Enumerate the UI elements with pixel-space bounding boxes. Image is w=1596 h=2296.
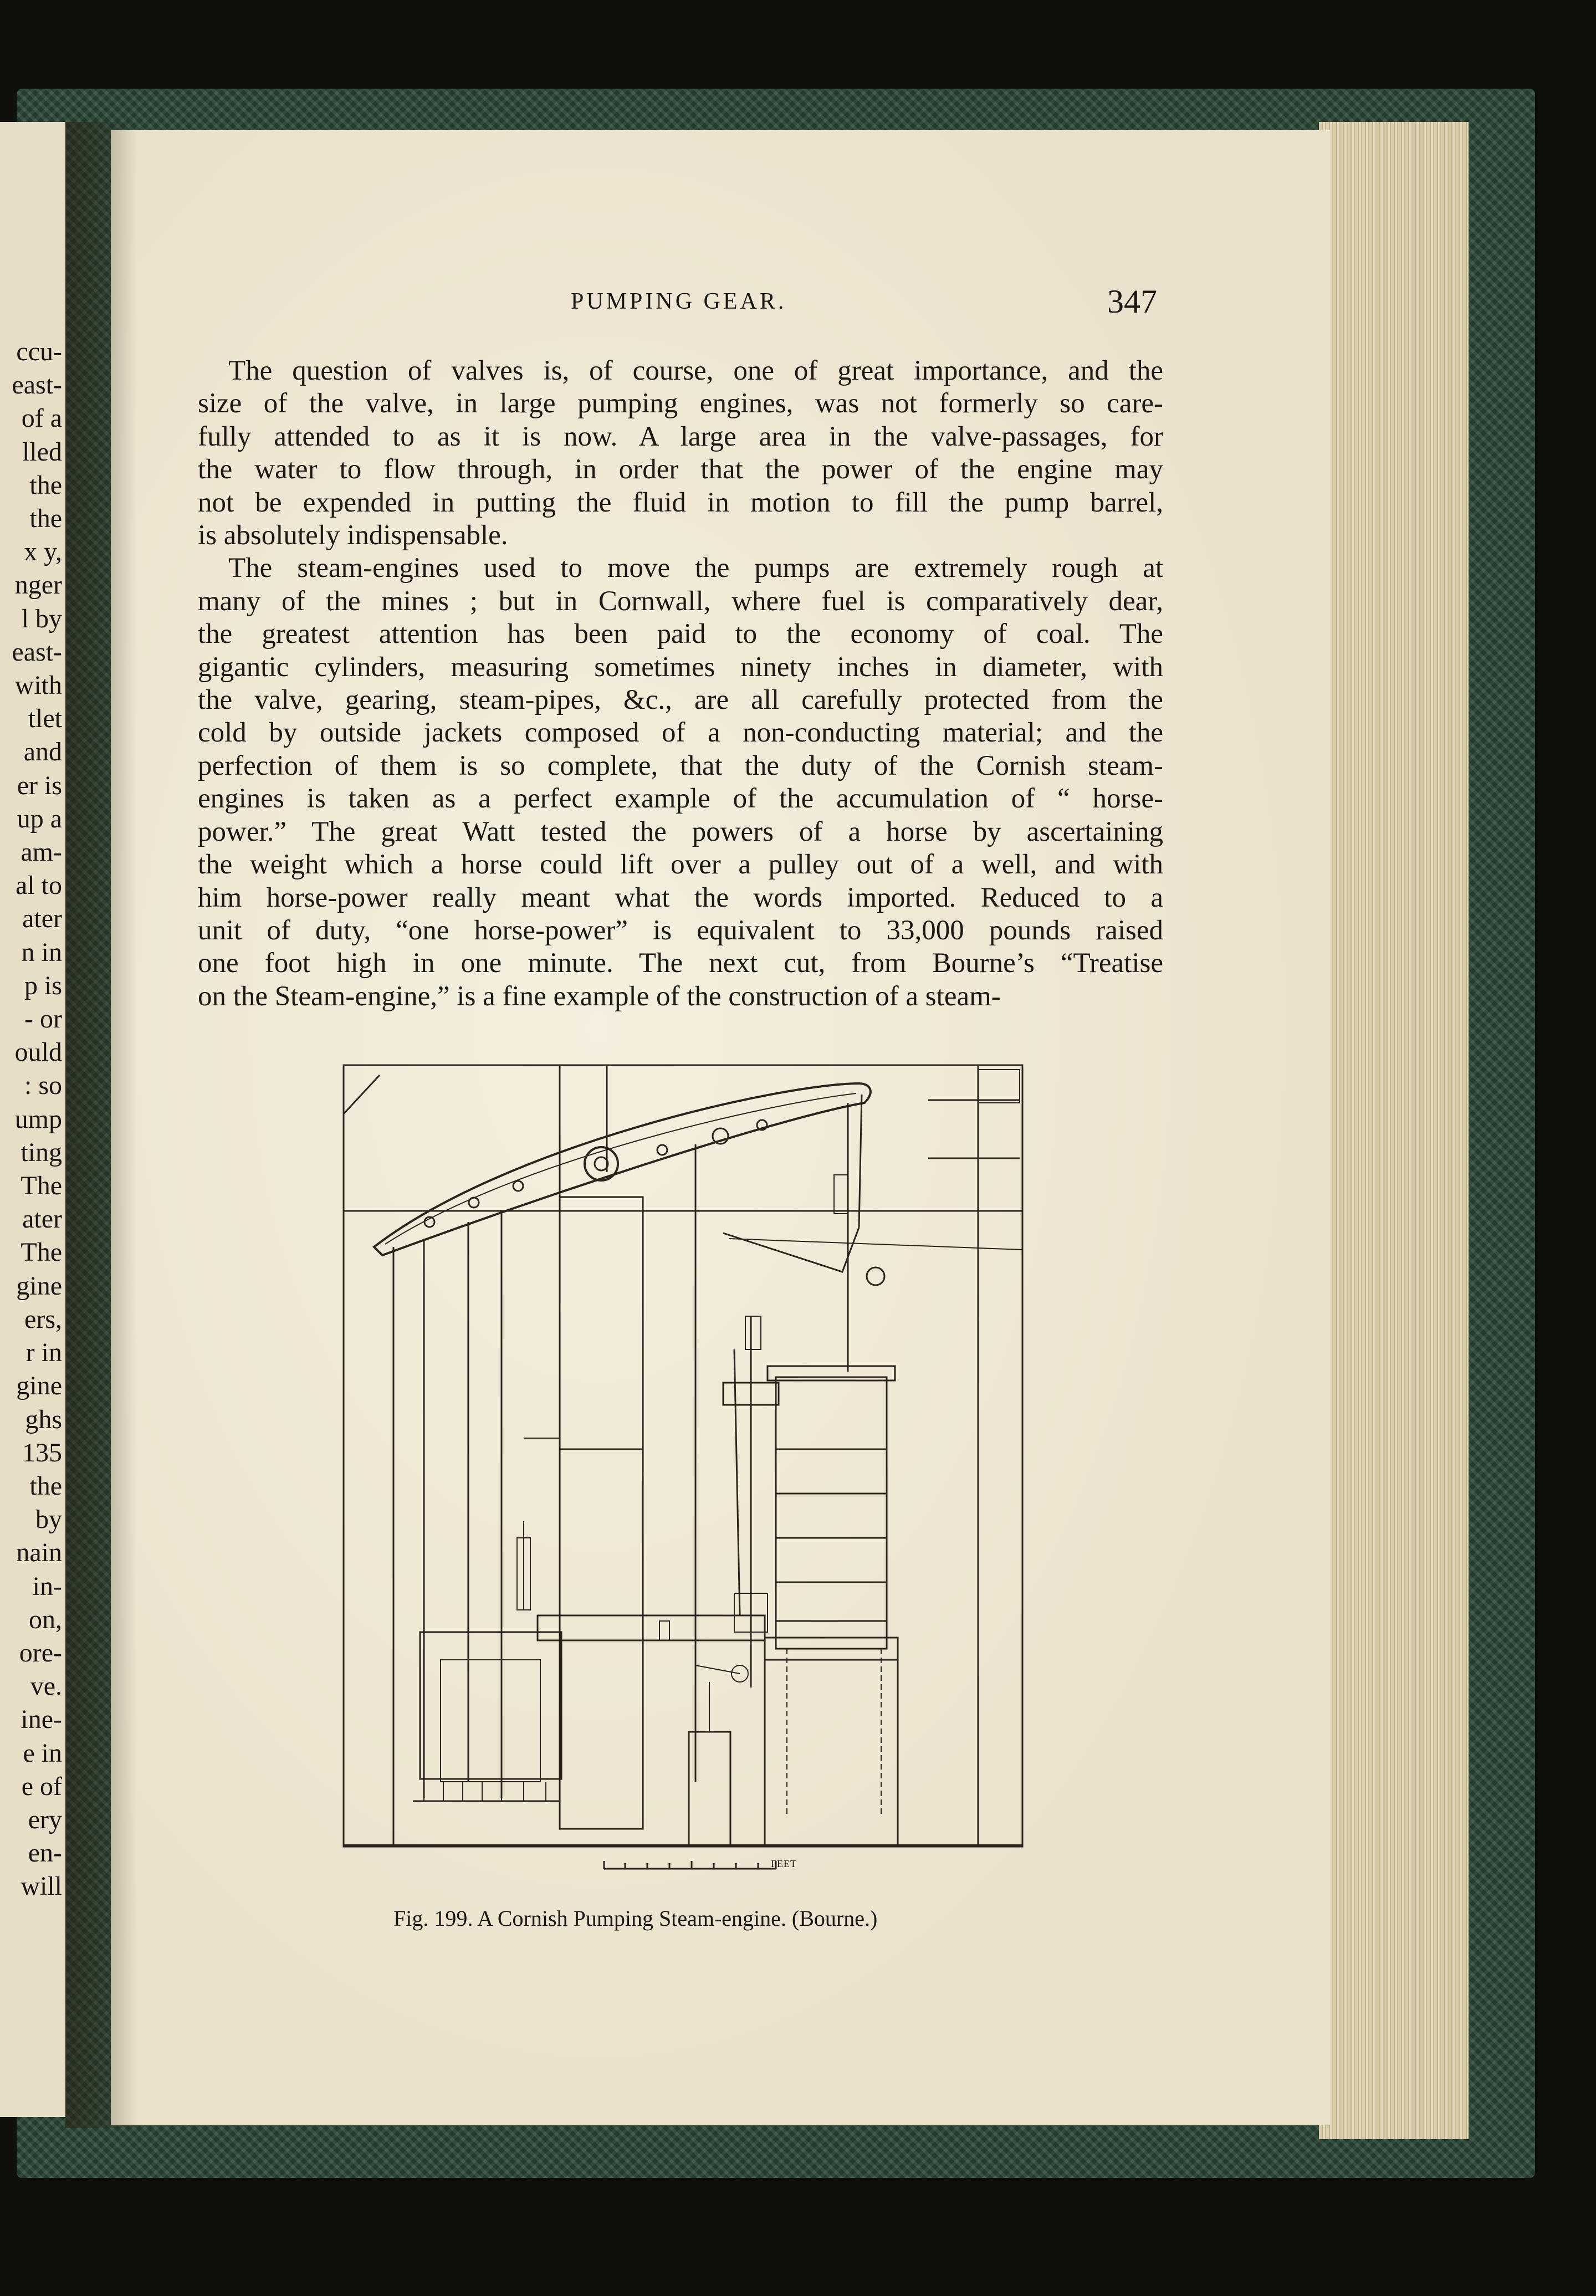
scale-bar <box>603 1857 780 1873</box>
left-page-line: ccu- <box>16 337 62 366</box>
body-text <box>198 355 1163 1013</box>
left-page-line: l by <box>21 604 62 633</box>
left-page-line: ghs <box>25 1404 62 1434</box>
left-page-line: in- <box>32 1571 62 1601</box>
pump-column <box>560 1197 643 1829</box>
horizontal-pipe <box>538 1615 765 1640</box>
left-page-line: er is <box>17 770 62 800</box>
text-line: gigantic cylinders, measuring sometimes ninety inches in diameter, with <box>198 651 1163 683</box>
text-line: is absolutely indispensable. <box>198 520 508 551</box>
text-line: the weight which a horse could lift over a pulley out of a well, and with <box>198 849 1163 881</box>
left-page-line: nain <box>16 1538 62 1568</box>
left-page-line: by <box>35 1505 62 1535</box>
left-page-line: e of <box>21 1771 62 1801</box>
left-page-line: ve. <box>30 1671 62 1701</box>
text-line: the water to flow through, in order that the power of the engine may <box>198 454 1163 485</box>
left-page-line: al to <box>16 871 62 901</box>
running-head: PUMPING GEAR. <box>571 289 787 314</box>
left-page-line: gine <box>16 1271 62 1301</box>
text-line: power.” The great Watt tested the powers of a horse by ascertaining <box>198 816 1163 847</box>
page-header <box>0 283 1330 321</box>
left-page-line: n in <box>21 937 62 967</box>
left-page-line: ater <box>22 1204 62 1234</box>
page-number: 347 <box>1107 283 1157 320</box>
text-line: perfection of them is so complete, that the duty of the Cornish steam- <box>198 750 1163 781</box>
left-page-line: ould <box>14 1037 62 1067</box>
left-page-line: e in <box>23 1738 62 1768</box>
left-page-line: p is <box>24 970 62 1000</box>
text-line: the valve, gearing, steam-pipes, &c., are all carefully protected from the <box>198 684 1163 716</box>
left-page-line: : so <box>24 1071 62 1101</box>
figure-caption: Fig. 199. A Cornish Pumping Steam-engine. (Bourne.) <box>393 1906 878 1931</box>
left-page <box>0 122 65 2117</box>
text-line: size of the valve, in large pumping engines, was not formerly so care- <box>198 388 1163 420</box>
left-page-line: - or <box>24 1004 62 1034</box>
text-line: engines is taken as a perfect example of the accumulation of “ horse- <box>198 783 1163 815</box>
left-page-line: ore- <box>19 1638 62 1668</box>
left-page-line: The <box>21 1171 62 1201</box>
text-line: the greatest attention has been paid to the economy of coal. The <box>198 618 1163 650</box>
steam-cylinder <box>776 1377 887 1649</box>
left-page-line: lled <box>22 437 62 467</box>
left-page-line: en- <box>28 1838 62 1868</box>
figure-frame <box>344 1065 1022 1847</box>
left-page-line: ump <box>14 1104 62 1134</box>
figure-cornish-engine <box>341 1061 1025 1854</box>
text-line: The steam-engines used to move the pumps are extremely rough at <box>228 553 1163 584</box>
left-page-line: ting <box>21 1137 62 1167</box>
left-page-line: gine <box>16 1371 62 1401</box>
text-line: not be expended in putting the fluid in motion to fill the pump barrel, <box>198 487 1163 518</box>
left-page-line: The <box>21 1238 62 1267</box>
left-page-text-fragments <box>12 335 62 1904</box>
text-line: cold by outside jackets composed of a non-conducting material; and the <box>198 717 1163 749</box>
left-page-line: of a <box>21 403 62 433</box>
text-line: one foot high in one minute. The next cut, from Bourne’s “Treatise <box>198 948 1163 979</box>
beam-pivot <box>585 1147 618 1180</box>
text-line: unit of duty, “one horse-power” is equivalent to 33,000 pounds raised <box>198 914 1163 946</box>
engine-engraving <box>341 1061 1025 1848</box>
left-page-line: and <box>23 737 62 767</box>
text-line: The question of valves is, of course, one of great importance, and the <box>228 355 1163 386</box>
left-page-line: tlet <box>28 704 62 734</box>
left-page-line: with <box>14 671 62 700</box>
left-page-line: the <box>29 470 62 500</box>
paragraph-steam-engines <box>198 552 1163 1013</box>
left-page-line: ine- <box>21 1705 62 1735</box>
left-page-line: nger <box>14 570 62 600</box>
scale-bar-label: FEET <box>771 1858 797 1869</box>
left-page-line: am- <box>21 837 62 867</box>
gutter-shadow <box>65 122 137 2128</box>
text-line: on the Steam-engine,” is a fine example of the construction of a steam- <box>198 980 1001 1012</box>
text-line: him horse-power really meant what the words imported. Reduced to a <box>198 882 1163 913</box>
left-page-line: x y, <box>24 537 62 567</box>
text-line: fully attended to as it is now. A large area in the valve-passages, for <box>198 421 1163 452</box>
left-page-line: on, <box>29 1604 62 1634</box>
left-page-line: the <box>29 1471 62 1501</box>
paragraph-valves <box>198 355 1163 552</box>
left-page-line: up a <box>17 804 62 833</box>
left-page-line: r in <box>25 1338 62 1368</box>
text-line: many of the mines ; but in Cornwall, where fuel is comparatively dear, <box>198 585 1163 617</box>
left-page-line: east- <box>12 637 62 667</box>
left-page-line: 135 <box>22 1438 62 1467</box>
beam <box>374 1083 871 1255</box>
left-page-line: the <box>29 504 62 534</box>
left-page-line: east- <box>12 370 62 400</box>
left-page-line: ery <box>28 1804 62 1834</box>
page-block-edges <box>1319 122 1469 2139</box>
left-page-line: will <box>21 1871 62 1901</box>
left-page-line: ers, <box>24 1304 62 1334</box>
left-page-line: ater <box>22 904 62 934</box>
